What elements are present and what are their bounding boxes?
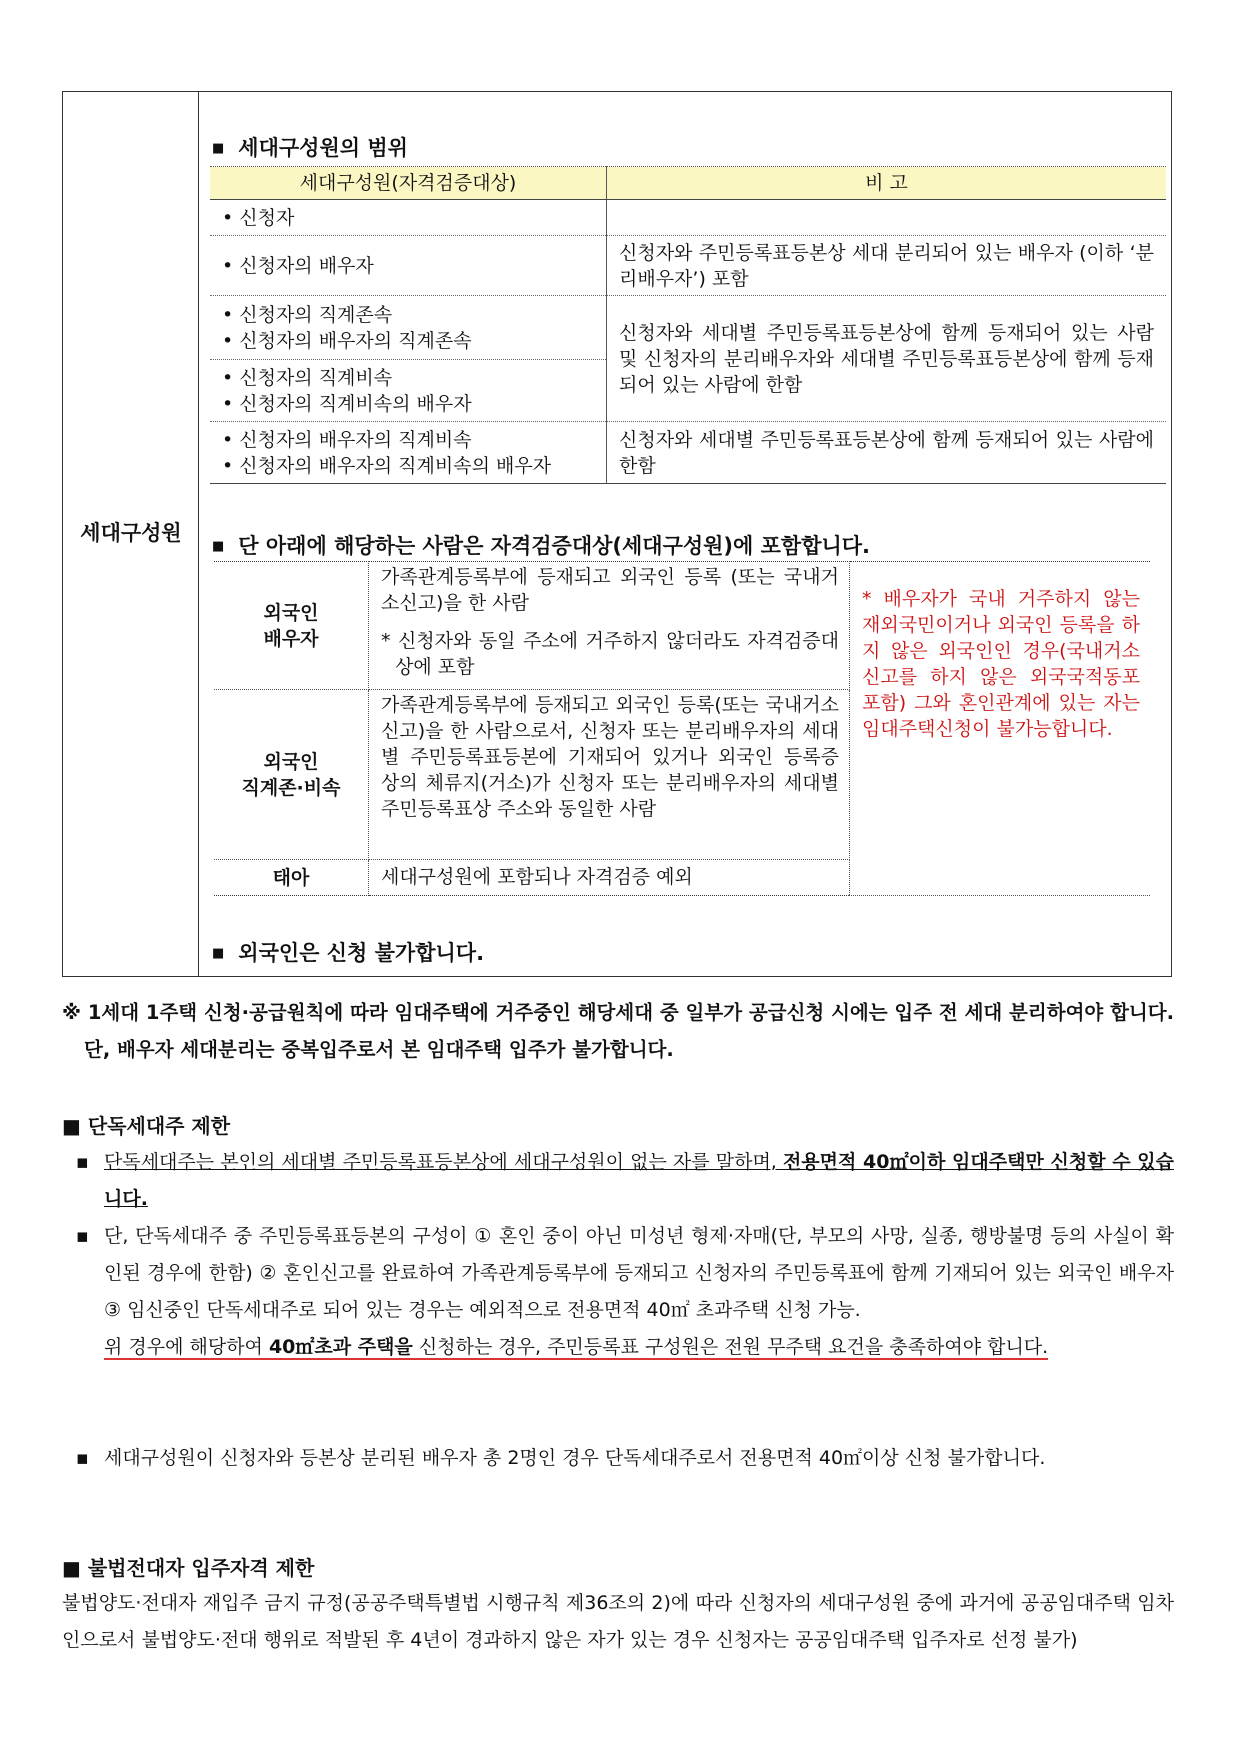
table2-head-fetus: 태아 xyxy=(214,860,369,896)
single-bullet-3: ▪ 세대구성원이 신청자와 등본상 분리된 배우자 총 2명인 경우 단독세대주로서 전용면적 40㎡이상 신청 불가합니다. xyxy=(76,1447,1046,1469)
section3-title: ■ 외국인은 신청 불가합니다. xyxy=(212,937,484,967)
section1-title: ■ 세대구성원의 범위 xyxy=(212,132,408,162)
table1-header-note: 비 고 xyxy=(607,167,1167,200)
table1-row-ascendants: • 신청자의 직계존속 • 신청자의 배우자의 직계존속 xyxy=(210,296,607,360)
table1-header-members: 세대구성원(자격검증대상) xyxy=(210,167,607,200)
illegal-title: ■ 불법전대자 입주자격 제한 xyxy=(62,1556,315,1580)
single-title: ■ 단독세대주 제한 xyxy=(62,1114,231,1138)
notice: ※ 1세대 1주택 신청·공급원칙에 따라 임대주택에 거주중인 해당세대 중 일부가 공급신청 시에는 입주 전 세대 분리하여야 합니다. 단, 배우자 세대분리는 중복입주로서 본 임대주택 입주가 불가합니다. xyxy=(62,1001,1174,1061)
table1-row-applicant: • 신청자 xyxy=(210,200,607,236)
table2-text: 세대구성원에 포함되나 자격검증 예외 xyxy=(369,860,850,896)
table1-note xyxy=(607,200,1167,236)
single-bullet-2: ▪ 단, 단독세대주 중 주민등록표등본의 구성이 ① 혼인 중이 아닌 미성년 형제·자매(단, 부모의 사망, 실종, 행방불명 등의 사실이 확인된 경우에 한함) ② 혼인신고를 완료하여 가족관계등록부에 등재되고 신청자의 주민등록표에 함께 기재되어 있는 외국인 배우자 ③ 임신중인 단독세대주로 되어 있는 경우는 예외적으로 전용면적 40㎡ 초과주택 신청 가능. 위 경우에 해당하여 40㎡초과 주택을 신청하는 경우, 주민등록표 구성원은 전원 무주택 요건을 충족하여야 합니다. xyxy=(76,1225,1174,1358)
table2-head-foreign-lineal: 외국인 직계존·비속 xyxy=(214,690,369,860)
red-note: * 배우자가 국내 거주하지 않는 재외국민이거나 외국인 등록을 하지 않은 외국인인 경우(국내거소 신고를 하지 않은 외국국적동포 포함) 그와 혼인관계에 있는 자는 임대주택신청이 불가능합니다. xyxy=(850,562,1151,896)
table2-head-foreign-spouse: 외국인 배우자 xyxy=(214,562,369,690)
single-bullet-1: ▪ 단독세대주는 본인의 세대별 주민등록표등본상에 세대구성원이 없는 자를 말하며, 전용면적 40㎡이하 임대주택만 신청할 수 있습니다. xyxy=(76,1151,1174,1210)
table2-text: 가족관계등록부에 등재되고 외국인 등록(또는 국내거소신고)을 한 사람으로서, 신청자 또는 분리배우자의 세대별 주민등록표등본에 기재되어 있거나 외국인 등록증 상의 체류지(거소)가 신청자 또는 분리배우자의 세대별 주민등록표상 주소와 동일한 사람 xyxy=(369,690,850,860)
table1-note: 신청자와 세대별 주민등록표등본상에 함께 등재되어 있는 사람에 한함 xyxy=(607,422,1167,484)
table1-row-descendants: • 신청자의 직계비속 • 신청자의 직계비속의 배우자 xyxy=(210,360,607,422)
left-label: 세대구성원 xyxy=(80,521,182,545)
table2-subnote: * 신청자와 동일 주소에 거주하지 않더라도 자격검증대상에 포함 xyxy=(381,630,839,678)
table1-row-spouse: • 신청자의 배우자 xyxy=(210,236,607,296)
member-scope-table xyxy=(210,166,1166,484)
table2-text: 가족관계등록부에 등재되고 외국인 등록 (또는 국내거소신고)을 한 사람 * 신청자와 동일 주소에 거주하지 않더라도 자격검증대상에 포함 xyxy=(369,562,850,690)
left-label-column xyxy=(63,92,199,976)
section2-title: ■ 단 아래에 해당하는 사람은 자격검증대상(세대구성원)에 포함합니다. xyxy=(212,530,870,560)
foreigner-table xyxy=(214,561,1150,896)
illegal-body: 불법양도·전대자 재입주 금지 규정(공공주택특별법 시행규칙 제36조의 2)에 따라 신청자의 세대구성원 중에 과거에 공공임대주택 임차인으로서 불법양도·전대 행위로 적발된 후 4년이 경과하지 않은 자가 있는 경우 신청자는 공공임대주택 입주자로 선정 불가) xyxy=(62,1592,1174,1651)
table1-note: 신청자와 주민등록표등본상 세대 분리되어 있는 배우자 (이하 ‘분리배우자’) 포함 xyxy=(607,236,1167,296)
table1-note: 신청자와 세대별 주민등록표등본상에 함께 등재되어 있는 사람 및 신청자의 분리배우자와 세대별 주민등록표등본상에 함께 등재되어 있는 사람에 한함 xyxy=(607,296,1167,422)
table1-row-spouse-descendants: • 신청자의 배우자의 직계비속 • 신청자의 배우자의 직계비속의 배우자 xyxy=(210,422,607,484)
